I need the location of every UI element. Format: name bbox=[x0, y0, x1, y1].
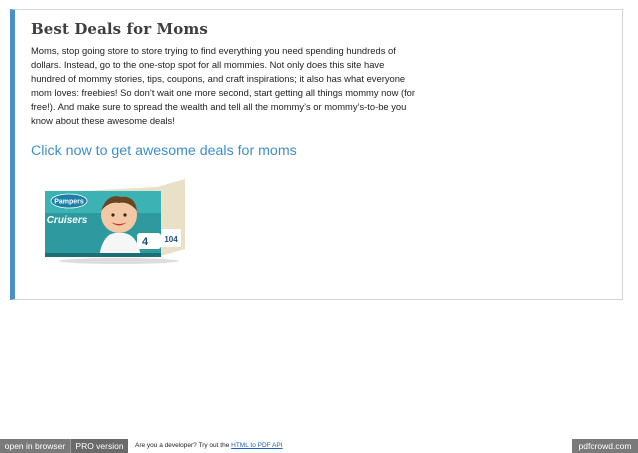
product-shadow bbox=[59, 258, 179, 264]
article-title: Best Deals for Moms bbox=[31, 20, 208, 38]
size-badge bbox=[137, 233, 161, 249]
baby-eye-left bbox=[111, 213, 114, 216]
count-value: 104 bbox=[164, 235, 178, 244]
product-line-label: Cruisers bbox=[46, 215, 88, 226]
size-value: 4 bbox=[141, 236, 149, 248]
article-paragraph: Moms, stop going store to store trying to find everything you need spending hundreds of dollars. Instead, go to the one-stop spot for all mommies. Not only does this site have hundred of mommy stories, tips, coupons, and craft inspirations; it also has what everyone mom loves: freebies! So don’t wait one more second, start getting all things mommy now (for free!). And make sure to spread the wealth and tell all the mommy’s or mommy’s-to-be you know about these awesome deals! bbox=[31, 45, 416, 126]
pampers-product-image[interactable] bbox=[37, 173, 187, 265]
developer-prompt-text: Are you a developer? Try out the bbox=[135, 442, 230, 449]
article-card bbox=[10, 9, 623, 300]
box-bottom-strip bbox=[45, 253, 161, 257]
deals-link[interactable]: Click now to get awesome deals for moms bbox=[31, 143, 297, 159]
pdfcrowd-footer-bar bbox=[0, 439, 638, 453]
open-in-browser-button[interactable]: open in browser bbox=[0, 439, 70, 453]
baby-eye-right bbox=[123, 213, 126, 216]
pro-version-button[interactable]: PRO version bbox=[70, 439, 128, 453]
brand-label: Pampers bbox=[54, 198, 84, 206]
html-to-pdf-api-link[interactable]: HTML to PDF API bbox=[231, 442, 283, 449]
developer-prompt bbox=[135, 442, 283, 449]
pdfcrowd-button[interactable]: pdfcrowd.com bbox=[572, 439, 638, 453]
